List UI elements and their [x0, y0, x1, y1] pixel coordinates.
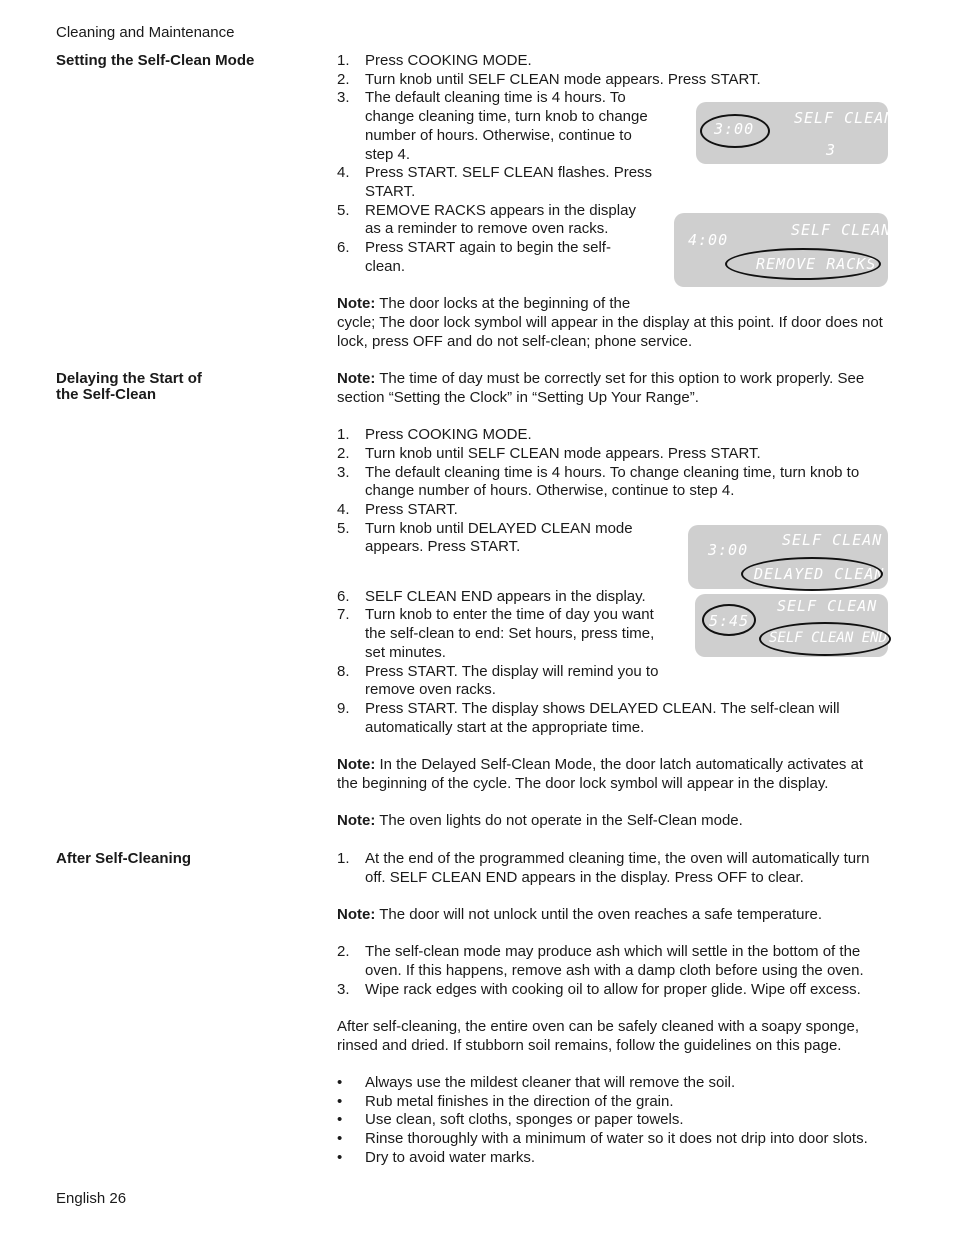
step-number: 1. [337, 426, 350, 443]
step-number: 1. [337, 52, 350, 69]
step-text: Press START. SELF CLEAN flashes. Press [365, 164, 653, 181]
note [337, 756, 863, 774]
step-text: SELF CLEAN END appears in the display. [365, 588, 646, 605]
list-item: Always use the mildest cleaner that will remove the soil. [365, 1074, 736, 1091]
step-text: Press START again to begin the self- [365, 239, 611, 256]
step-text: change cleaning time, turn knob to change [365, 108, 648, 125]
step-number: 4. [337, 164, 350, 181]
step-number: 6. [337, 588, 350, 605]
step-number: 3. [337, 464, 350, 481]
step-text: Turn knob to enter the time of day you want [365, 606, 654, 623]
oven-display-4 [695, 594, 888, 657]
step-text: change number of hours. Otherwise, continue to step 4. [365, 482, 735, 499]
step-text: automatically start at the appropriate time. [365, 719, 645, 736]
paragraph: rinsed and dried. If stubborn soil remains, follow the guidelines on this page. [337, 1037, 842, 1054]
note-label: Note: [337, 756, 376, 773]
bullet: • [337, 1111, 343, 1128]
display-mode: SELF CLEAN [791, 221, 892, 239]
step-number: 5. [337, 202, 350, 219]
step-text: The default cleaning time is 4 hours. To [365, 89, 626, 106]
highlight-circle [725, 248, 881, 280]
note-text: In the Delayed Self-Clean Mode, the door latch automatically activates at [379, 756, 864, 773]
highlight-circle [700, 114, 770, 148]
step-text: Press START. The display shows DELAYED CLEAN. The self-clean will [365, 700, 840, 717]
step-text: as a reminder to remove oven racks. [365, 220, 609, 237]
section-heading-delay: Delaying the Start of [56, 370, 202, 387]
step-text: At the end of the programmed cleaning time, the oven will automatically turn [365, 850, 870, 867]
bullet: • [337, 1149, 343, 1166]
note-text: section “Setting the Clock” in “Setting Up Your Range”. [337, 389, 699, 406]
step-text: set minutes. [365, 644, 446, 661]
step-text: remove oven racks. [365, 681, 496, 698]
step-text: Wipe rack edges with cooking oil to allow for proper glide. Wipe off excess. [365, 981, 861, 998]
step-text: The self-clean mode may produce ash which will settle in the bottom of the [365, 943, 861, 960]
bullet: • [337, 1074, 343, 1091]
display-value: DELAYED CLEAN [754, 565, 885, 583]
step-text: Press COOKING MODE. [365, 426, 532, 443]
step-number: 8. [337, 663, 350, 680]
step-text: oven. If this happens, remove ash with a damp cloth before using the oven. [365, 962, 864, 979]
list-item: Use clean, soft cloths, sponges or paper towels. [365, 1111, 684, 1128]
note [337, 812, 743, 830]
note [337, 370, 864, 388]
note [337, 295, 630, 313]
step-text: Turn knob until DELAYED CLEAN mode [365, 520, 633, 537]
oven-display-1 [696, 102, 895, 164]
note-label: Note: [337, 370, 376, 387]
page-header: Cleaning and Maintenance [56, 24, 235, 41]
list-item: Rinse thoroughly with a minimum of water so it does not drip into door slots. [365, 1130, 868, 1147]
note-text: The door locks at the beginning of the [379, 295, 631, 312]
note-text: The time of day must be correctly set for this option to work properly. See [379, 370, 865, 387]
step-text: Press START. The display will remind you to [365, 663, 659, 680]
step-text: Press COOKING MODE. [365, 52, 532, 69]
step-text: Turn knob until SELF CLEAN mode appears. Press START. [365, 71, 761, 88]
highlight-circle [702, 604, 756, 636]
step-text: REMOVE RACKS appears in the display [365, 202, 636, 219]
step-text: clean. [365, 258, 406, 275]
oven-display-2 [674, 213, 892, 287]
step-text: Press START. [365, 501, 458, 518]
display-value: SELF CLEAN END [769, 630, 888, 646]
display-mode: SELF CLEAN [794, 109, 895, 127]
step-text: appears. Press START. [365, 538, 521, 555]
note-text: lock, press OFF and do not self-clean; phone service. [337, 333, 693, 350]
highlight-circle [741, 557, 883, 591]
step-number: 2. [337, 943, 350, 960]
list-item: Rub metal finishes in the direction of the grain. [365, 1093, 674, 1110]
step-text: off. SELF CLEAN END appears in the display. Press OFF to clear. [365, 869, 804, 886]
step-text: the self-clean to end: Set hours, press time, [365, 625, 655, 642]
step-text: The default cleaning time is 4 hours. To change cleaning time, turn knob to [365, 464, 860, 481]
note-text: the beginning of the cycle. The door lock symbol will appear in the display. [337, 775, 829, 792]
display-time: 3:00 [714, 120, 755, 138]
bullet: • [337, 1130, 343, 1147]
step-number: 2. [337, 71, 350, 88]
note-text: cycle; The door lock symbol will appear in the display at this point. If door does not [337, 314, 883, 331]
display-time: 5:45 [709, 612, 750, 630]
display-value: REMOVE RACKS [756, 255, 877, 273]
step-number: 4. [337, 501, 350, 518]
step-text: number of hours. Otherwise, continue to [365, 127, 632, 144]
highlight-circle [759, 622, 891, 656]
step-text: START. [365, 183, 416, 200]
note-text: The door will not unlock until the oven reaches a safe temperature. [379, 906, 822, 923]
section-heading-after: After Self-Cleaning [56, 850, 192, 867]
step-number: 1. [337, 850, 350, 867]
display-time: 4:00 [688, 231, 729, 249]
list-item: Dry to avoid water marks. [365, 1149, 536, 1166]
note-label: Note: [337, 295, 376, 312]
step-number: 7. [337, 606, 350, 623]
paragraph: After self-cleaning, the entire oven can be safely cleaned with a soapy sponge, [337, 1018, 859, 1035]
note [337, 906, 822, 924]
step-number: 9. [337, 700, 350, 717]
oven-display-3 [688, 525, 888, 589]
section-heading-delay: the Self-Clean [56, 386, 157, 403]
step-number: 3. [337, 981, 350, 998]
step-text: step 4. [365, 146, 411, 163]
note-label: Note: [337, 812, 376, 829]
page-footer: English 26 [56, 1190, 127, 1207]
note-text: The oven lights do not operate in the Self-Clean mode. [379, 812, 743, 829]
note-label: Note: [337, 906, 376, 923]
display-time: 3:00 [708, 541, 749, 559]
step-text: Turn knob until SELF CLEAN mode appears. Press START. [365, 445, 761, 462]
bullet: • [337, 1093, 343, 1110]
display-value: 3 [826, 141, 837, 159]
step-number: 5. [337, 520, 350, 537]
display-mode: SELF CLEAN [777, 597, 878, 615]
step-number: 2. [337, 445, 350, 462]
display-mode: SELF CLEAN [782, 531, 883, 549]
section-heading-setting: Setting the Self-Clean Mode [56, 52, 255, 69]
step-number: 3. [337, 89, 350, 106]
step-number: 6. [337, 239, 350, 256]
